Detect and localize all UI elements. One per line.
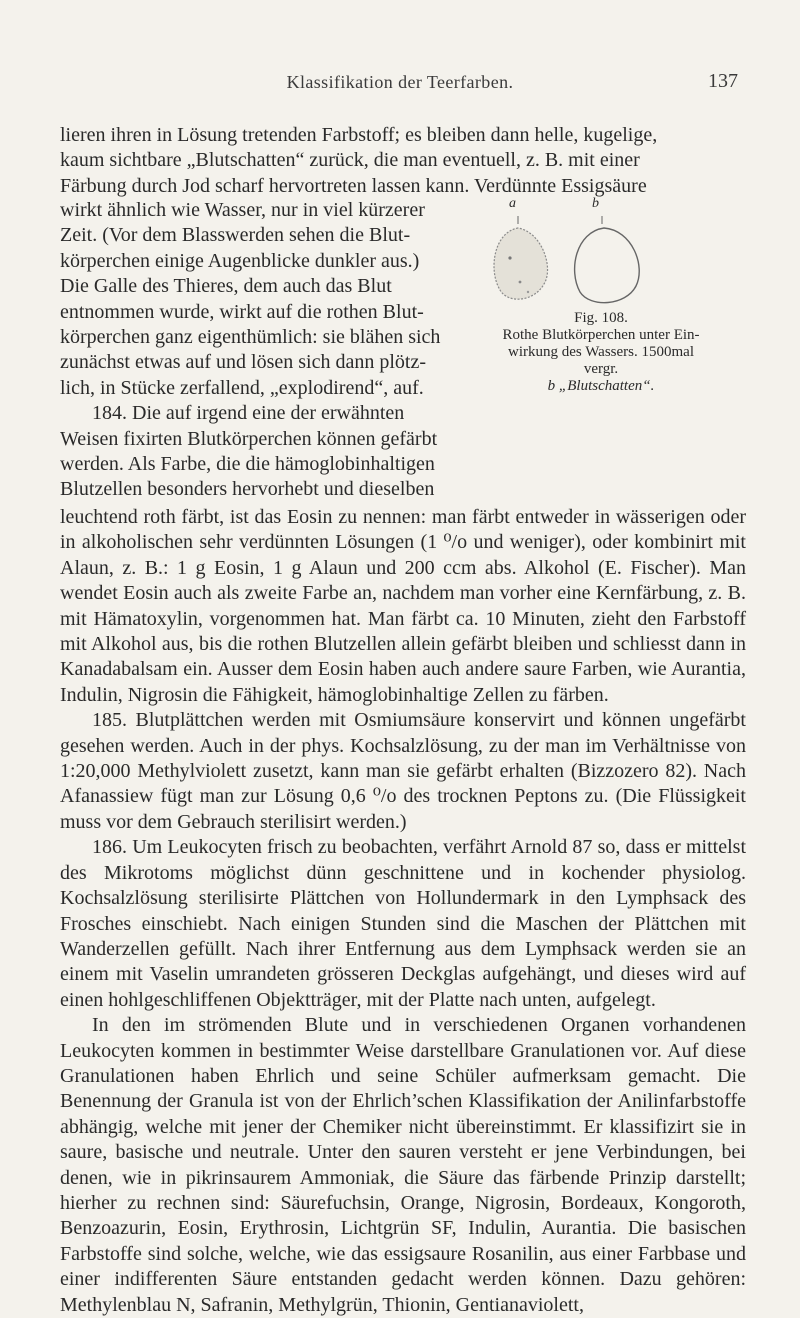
paragraph-186: 186. Um Leukocyten frisch zu beobachten, verfährt Arnold 87 so, dass er mittelst des Mikrotoms möglichst dünn geschnittene und in kochender physiolog. Kochsalzlösung sterilisirte Plättchen von Hollundermark in den Lymphsack des Frosches einschiebt. Nach einigen Stunden sind die Maschen der Plättchen mit Wanderzellen gefüllt. Nach ihrer Entfernung aus dem Lymphsack werden sie an einem mit Vaselin umrandeten grösseren Deckglas aufgehängt, und dieses wird auf einen hohlgeschliffenen Objektträger, mit der Platte nach unten, aufgelegt. — [60, 836, 746, 1011]
text-line: lich, in Stücke zerfallend, „explodirend“, auf. — [60, 376, 424, 399]
caption-line: wirkung des Wassers. 1500mal — [508, 344, 694, 360]
text-line: Die Galle des Thieres, dem auch das Blut — [60, 275, 392, 298]
text-line: zunächst etwas auf und lösen sich dann plötz- — [60, 351, 427, 374]
text-line: Zeit. (Vor dem Blasswerden sehen die Blut- — [60, 224, 411, 247]
text-line: Weisen fixirten Blutkörperchen können gefärbt — [60, 427, 438, 450]
figure-number: Fig. 108. — [574, 310, 628, 326]
text-line: lieren ihren in Lösung tretenden Farbstoff; es bleiben dann helle, kugelige, — [60, 124, 658, 146]
page-header — [0, 72, 800, 96]
intro-lines — [60, 123, 746, 199]
text-line: wirkt ähnlich wie Wasser, nur in viel kürzerer — [60, 199, 425, 221]
caption-line: b „Blutschatten“. — [547, 378, 655, 394]
page-number: 137 — [708, 70, 738, 92]
main-text — [60, 505, 746, 1318]
wrapped-text-column — [60, 198, 448, 503]
text-line: körperchen ganz eigenthümlich: sie blähen sich — [60, 326, 441, 349]
text-line: werden. Als Farbe, die die hämoglobinhaltigen — [60, 453, 435, 476]
text-line: entnommen wurde, wirkt auf die rothen Blut- — [60, 300, 424, 323]
figure-label-a: a — [509, 196, 516, 211]
paragraph-185: 185. Blutplättchen werden mit Osmiumsäure konservirt und können ungefärbt gesehen werden. Auch in der phys. Kochsalzlösung, zu der man im Verhältnisse von 1:20,000 Methylviolett zusetzt, kann man sie gefärbt erhalten (Bizzozero 82). Nach Afanassiew fügt man zur Lösung 0,6 ⁰/o des trocknen Peptons zu. (Die Flüssigkeit muss vor dem Gebrauch sterilisirt werden.) — [60, 709, 746, 833]
caption-line: Rothe Blutkörperchen unter Ein- — [502, 327, 700, 343]
caption-line: vergr. — [583, 361, 619, 377]
blood-cell-illustration — [456, 210, 746, 320]
running-title: Klassifikation der Teerfarben. — [286, 72, 514, 92]
figure-108 — [456, 196, 746, 394]
paragraph-187: In den im strömenden Blute und in verschiedenen Organen vorhandenen Leukocyten kommen in bestimmter Weise darstellbare Granulationen vor. Auf diese Granulationen haben Ehrlich und seine Schüler aufmerksam gemacht. Die Benennung der Granula ist von der Ehrlich’schen Klassifikation der Anilinfarbstoffe abhängig, welche mit jener der Chemiker nicht übereinstimmt. Er klassifizirt sie in saure, basische und neutrale. Unter den sauren versteht er jene Verbindungen, bei denen, wie in pikrinsaurem Ammoniak, die Säure das färbende Prinzip darstellt; hierher zu rechnen sind: Säurefuchsin, Orange, Nigrosin, Bordeaux, Kongoroth, Benzoazurin, Eosin, Erythrosin, Lichtgrün SF, Indulin, Aurantia. Die basischen Farbstoffe sind solche, welche, wie das essigsaure Rosanilin, aus einer Farbbase und einer indifferenten Säure entstanden gedacht werden können. Dazu gehören: Methylenblau N, Safranin, Methylgrün, Thionin, Gentianaviolett, — [60, 1014, 746, 1316]
text-line: Blutzellen besonders hervorhebt und dieselben — [60, 478, 435, 501]
text-line: Färbung durch Jod scharf hervortreten lassen kann. Verdünnte Essigsäure — [60, 174, 647, 197]
figure-caption — [456, 310, 746, 395]
text-line: kaum sichtbare „Blutschatten“ zurück, die man eventuell, z. B. mit einer — [60, 149, 640, 172]
paragraph-184-continued: leuchtend roth färbt, ist das Eosin zu nennen: man färbt entweder in wässerigen oder in alkoholischen sehr verdünnten Lösungen (1 ⁰/o und weniger), oder kombinirt mit Alaun, z. B.: 1 g Eosin, 1 g Alaun und 200 ccm abs. Alkohol (E. Fischer). Man wendet Eosin auch als zweite Farbe an, nachdem man vorher eine Kernfärbung, z. B. mit Hämatoxylin, vorgenommen hat. Man färbt ca. 10 Minuten, zieht den Farbstoff mit Alkohol aus, bis die rothen Blutzellen allein gefärbt bleiben und schliesst dann in Kanadabalsam ein. Ausser dem Eosin haben auch andere saure Farben, wie Aurantia, Indulin, Nigrosin die Fähigkeit, hämoglobinhaltige Zellen zu färben. — [60, 506, 746, 706]
figure-label-b: b — [592, 196, 599, 211]
text-line: körperchen einige Augenblicke dunkler aus.) — [60, 249, 420, 272]
text-line: 184. Die auf irgend eine der erwähnten — [92, 402, 405, 425]
